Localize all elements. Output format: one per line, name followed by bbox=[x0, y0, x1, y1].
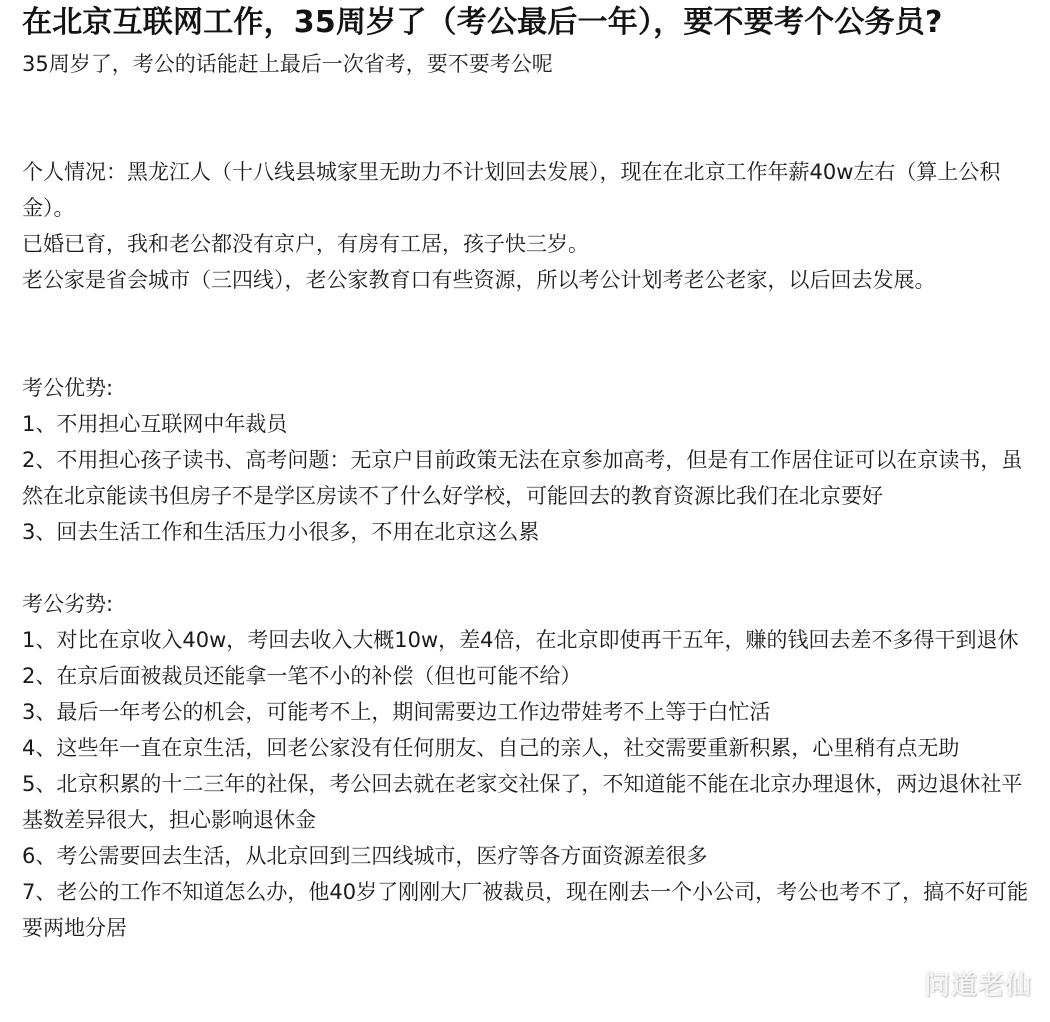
disadvantage-item: 6、考公需要回去生活，从北京回到三四线城市，医疗等各方面资源差很多 bbox=[22, 844, 708, 868]
spacer bbox=[22, 82, 1034, 154]
watermark-logo: 问道老仙 bbox=[923, 971, 1032, 1001]
situation-line: 已婚已育，我和老公都没有京户，有房有工居，孩子快三岁。 bbox=[22, 232, 589, 256]
disadvantage-item: 7、老公的工作不知道怎么办，他40岁了刚刚大厂被裁员，现在刚去一个小公司，考公也考不了，搞不好可能要两地分居 bbox=[22, 880, 1029, 940]
advantage-item: 2、不用担心孩子读书、高考问题：无京户目前政策无法在京参加高考，但是有工作居住证可以在京读书，虽然在北京能读书但房子不是学区房读不了什么好学校，可能回去的教育资源比我们在北京要好 bbox=[22, 448, 1023, 508]
disadvantage-item: 2、在京后面被裁员还能拿一笔不小的补偿（但也可能不给） bbox=[22, 664, 582, 688]
situation-line: 个人情况：黑龙江人（十八线县城家里无助力不计划回去发展），现在在北京工作年薪40w左右（算上公积金）。 bbox=[22, 160, 1001, 220]
disadvantage-item: 4、这些年一直在京生活，回老公家没有任何朋友、自己的亲人，社交需要重新积累，心里稍有点无助 bbox=[22, 736, 960, 760]
disadvantage-item: 1、对比在京收入40w，考回去收入大概10w，差4倍，在北京即使再干五年，赚的钱回去差不多得干到退休 bbox=[22, 628, 1019, 652]
disadvantage-item: 5、北京积累的十二三年的社保，考公回去就在老家交社保了，不知道能不能在北京办理退休，两边退休社平基数差异很大，担心影响退休金 bbox=[22, 772, 1023, 832]
post-intro: 35周岁了，考公的话能赶上最后一次省考，要不要考公呢 bbox=[22, 52, 553, 76]
advantage-item: 1、不用担心互联网中年裁员 bbox=[22, 412, 288, 436]
spacer bbox=[22, 550, 1034, 586]
advantages-heading: 考公优势: bbox=[22, 376, 114, 400]
disadvantages-heading: 考公劣势: bbox=[22, 592, 114, 616]
advantage-item: 3、回去生活工作和生活压力小很多，不用在北京这么累 bbox=[22, 520, 540, 544]
post-body bbox=[22, 46, 1034, 946]
post-content bbox=[22, 0, 1034, 946]
disadvantage-item: 3、最后一年考公的机会，可能考不上，期间需要边工作边带娃考不上等于白忙活 bbox=[22, 700, 771, 724]
situation-line: 老公家是省会城市（三四线），老公家教育口有些资源，所以考公计划考老公老家，以后回去发展。 bbox=[22, 268, 936, 292]
post-title: 在北京互联网工作，35周岁了（考公最后一年），要不要考个公务员? bbox=[22, 5, 943, 40]
spacer bbox=[22, 298, 1034, 370]
